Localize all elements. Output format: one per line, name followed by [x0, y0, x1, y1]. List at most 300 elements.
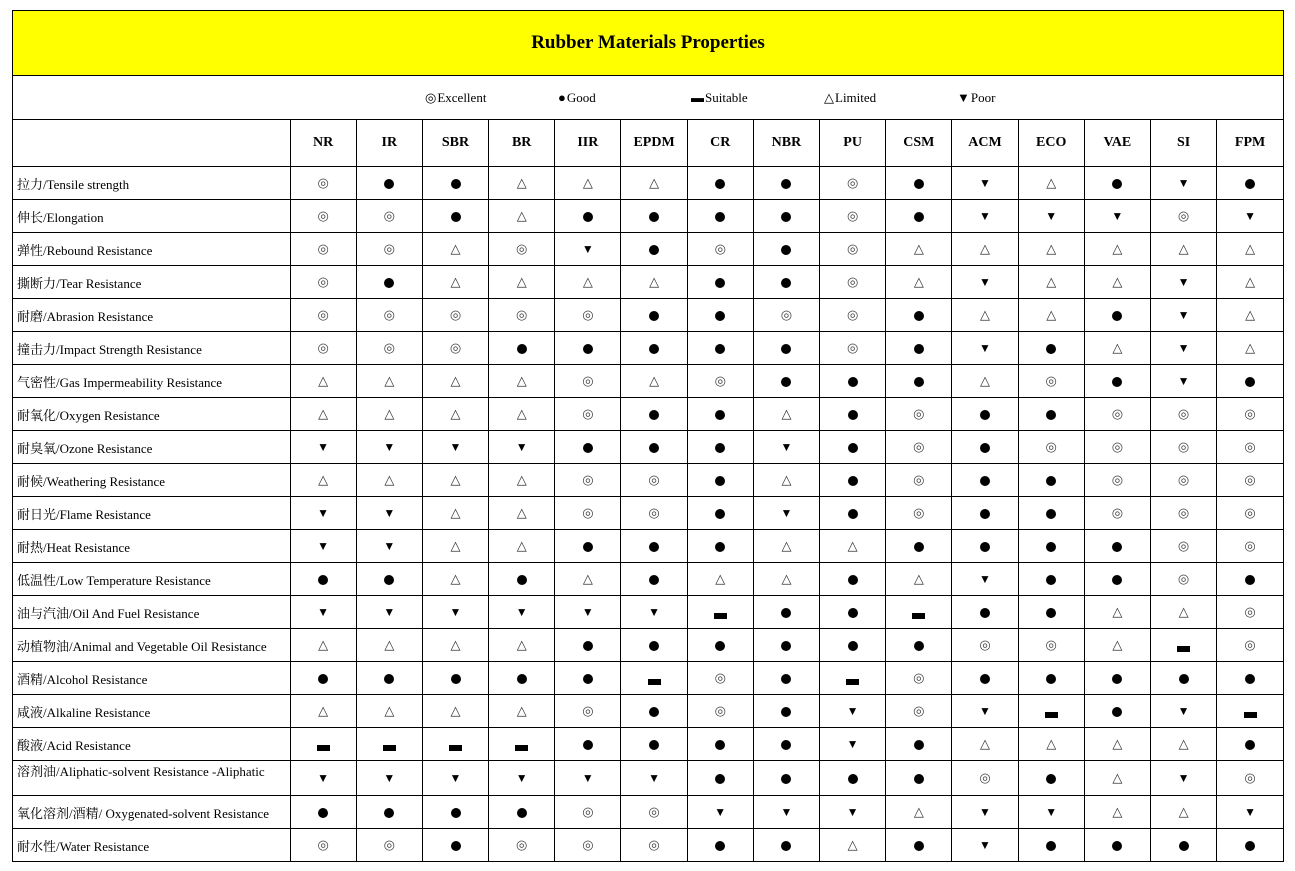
rating-cell — [886, 167, 952, 200]
rating-cell — [555, 796, 621, 829]
table-body — [13, 167, 1283, 862]
good-icon — [914, 311, 924, 321]
rating-cell — [489, 332, 555, 365]
rating-cell — [687, 796, 753, 829]
excellent-icon: ◎ — [1177, 406, 1190, 421]
rating-cell — [356, 332, 422, 365]
table-row — [13, 629, 1283, 662]
rating-cell — [1150, 299, 1216, 332]
rating-cell — [555, 365, 621, 398]
column-header-nr: NR — [290, 120, 356, 167]
rating-cell — [886, 796, 952, 829]
rating-cell — [356, 829, 422, 862]
rating-cell — [621, 431, 687, 464]
rating-cell — [820, 563, 886, 596]
limited-icon: △ — [1112, 241, 1123, 256]
excellent-icon: ◎ — [1177, 472, 1190, 487]
poor-icon: ▼ — [979, 805, 991, 819]
rating-cell — [1084, 233, 1150, 266]
rating-cell — [356, 728, 422, 761]
good-icon — [715, 476, 725, 486]
rating-cell — [687, 530, 753, 563]
limited-icon: △ — [1112, 770, 1123, 785]
rating-cell — [1084, 695, 1150, 728]
excellent-icon: ◎ — [582, 505, 594, 520]
rating-cell — [820, 398, 886, 431]
rating-cell — [621, 796, 687, 829]
rating-cell — [290, 829, 356, 862]
rating-cell — [1018, 464, 1084, 497]
limited-icon: △ — [980, 307, 990, 322]
poor-icon: ▼ — [648, 771, 660, 785]
limited-icon: △ — [384, 703, 395, 718]
good-icon — [914, 774, 924, 784]
poor-icon: ▼ — [317, 771, 330, 785]
rating-cell — [753, 332, 819, 365]
column-header-acm: ACM — [952, 120, 1018, 167]
limited-icon: △ — [781, 406, 792, 421]
excellent-icon: ◎ — [1244, 637, 1256, 652]
rating-cell — [952, 431, 1018, 464]
rating-cell — [1084, 497, 1150, 530]
rating-cell — [1217, 596, 1283, 629]
column-header-iir: IIR — [555, 120, 621, 167]
rating-cell — [555, 596, 621, 629]
good-icon — [914, 377, 924, 387]
poor-icon: ▼ — [1177, 176, 1190, 190]
table-row — [13, 829, 1283, 862]
limited-icon: △ — [450, 274, 461, 289]
property-label: 耐臭氧/Ozone Resistance — [13, 431, 290, 464]
rating-cell — [820, 728, 886, 761]
rating-cell — [1150, 796, 1216, 829]
excellent-icon: ◎ — [1244, 406, 1256, 421]
table-row — [13, 398, 1283, 431]
rating-cell — [422, 398, 488, 431]
column-header-eco: ECO — [1018, 120, 1084, 167]
rating-cell — [489, 497, 555, 530]
poor-icon: ▼ — [449, 440, 462, 454]
rating-cell — [356, 200, 422, 233]
poor-icon: ▼ — [1045, 805, 1058, 819]
good-icon — [517, 674, 527, 684]
legend-label: Poor — [970, 90, 996, 105]
limited-icon: △ — [1046, 175, 1057, 190]
good-icon — [583, 740, 593, 750]
rating-cell — [1217, 695, 1283, 728]
rating-cell — [687, 497, 753, 530]
limited-icon: △ — [516, 175, 527, 190]
good-icon — [715, 841, 725, 851]
good-icon — [1245, 179, 1255, 189]
rating-cell — [489, 761, 555, 796]
rating-cell — [820, 233, 886, 266]
legend — [13, 76, 1283, 120]
good-icon — [715, 443, 725, 453]
table-row — [13, 365, 1283, 398]
rating-cell — [290, 695, 356, 728]
good-icon — [980, 509, 990, 519]
rating-cell — [886, 662, 952, 695]
limited-icon: △ — [582, 571, 593, 586]
rating-cell — [290, 796, 356, 829]
limited-icon: △ — [1178, 604, 1189, 619]
rating-cell — [489, 596, 555, 629]
rating-cell — [422, 563, 488, 596]
poor-icon: ▼ — [449, 771, 462, 785]
property-label: 拉力/Tensile strength — [13, 167, 290, 200]
rating-cell — [952, 266, 1018, 299]
suitable-icon — [449, 745, 462, 751]
good-icon — [980, 476, 990, 486]
good-icon — [1245, 377, 1255, 387]
poor-icon: ▼ — [979, 572, 991, 586]
excellent-icon: ◎ — [1177, 538, 1190, 553]
good-icon — [583, 344, 593, 354]
legend-label: Suitable — [705, 90, 748, 105]
suitable-icon — [648, 679, 661, 685]
excellent-icon: ◎ — [1111, 439, 1124, 454]
rating-cell — [886, 629, 952, 662]
limited-icon: △ — [516, 538, 527, 553]
poor-icon: ▼ — [383, 440, 396, 454]
good-icon — [583, 443, 593, 453]
rating-cell — [886, 398, 952, 431]
limited-icon: △ — [847, 837, 858, 852]
limited-icon: △ — [1046, 736, 1057, 751]
rating-cell — [621, 167, 687, 200]
rating-cell — [1084, 266, 1150, 299]
rating-cell — [952, 761, 1018, 796]
good-icon — [715, 344, 725, 354]
rating-cell — [1084, 662, 1150, 695]
rating-cell — [489, 563, 555, 596]
good-icon — [980, 542, 990, 552]
rating-cell — [489, 629, 555, 662]
rating-cell — [356, 761, 422, 796]
rating-cell — [1084, 464, 1150, 497]
excellent-icon: ◎ — [1244, 472, 1256, 487]
rating-cell — [753, 728, 819, 761]
rating-cell — [290, 728, 356, 761]
rating-cell — [1018, 530, 1084, 563]
properties-table-frame — [12, 10, 1284, 862]
good-icon — [451, 179, 461, 189]
rating-cell — [820, 829, 886, 862]
rating-cell — [820, 695, 886, 728]
rating-cell — [886, 200, 952, 233]
rating-cell — [356, 398, 422, 431]
rating-cell — [1150, 761, 1216, 796]
rating-cell — [952, 695, 1018, 728]
rating-cell — [290, 200, 356, 233]
rating-cell — [422, 266, 488, 299]
rating-cell — [1217, 497, 1283, 530]
excellent-icon: ◎ — [1045, 439, 1057, 454]
rating-cell — [555, 530, 621, 563]
column-header-si: SI — [1150, 120, 1216, 167]
good-icon — [848, 443, 858, 453]
property-label: 耐磨/Abrasion Resistance — [13, 299, 290, 332]
rating-cell — [555, 629, 621, 662]
rating-cell — [753, 695, 819, 728]
poor-icon: ▼ — [1045, 209, 1058, 223]
rating-cell — [621, 530, 687, 563]
rating-cell — [1150, 596, 1216, 629]
rating-cell — [1217, 365, 1283, 398]
rating-cell — [820, 464, 886, 497]
excellent-icon: ◎ — [383, 340, 395, 355]
rating-cell — [1084, 761, 1150, 796]
good-icon — [1046, 674, 1056, 684]
excellent-icon: ◎ — [714, 670, 726, 685]
rating-cell — [1018, 728, 1084, 761]
rating-cell — [356, 695, 422, 728]
rating-cell — [290, 431, 356, 464]
rating-cell — [952, 365, 1018, 398]
rating-cell — [1217, 464, 1283, 497]
rating-cell — [886, 332, 952, 365]
excellent-icon: ◎ — [1177, 208, 1190, 223]
rating-cell — [687, 728, 753, 761]
rating-cell — [820, 332, 886, 365]
rating-cell — [555, 431, 621, 464]
rating-cell — [356, 266, 422, 299]
table-header — [13, 120, 1283, 167]
rating-cell — [687, 829, 753, 862]
good-icon — [715, 212, 725, 222]
excellent-icon: ◎ — [317, 241, 329, 256]
poor-icon: ▼ — [1177, 341, 1190, 355]
good-icon — [914, 641, 924, 651]
good-icon — [649, 212, 659, 222]
rating-cell — [1150, 233, 1216, 266]
limited-icon: △ — [1112, 736, 1123, 751]
poor-icon: ▼ — [581, 242, 594, 256]
rating-cell — [356, 629, 422, 662]
limited-icon: △ — [516, 637, 527, 652]
poor-icon: ▼ — [1244, 209, 1257, 223]
good-icon — [914, 344, 924, 354]
excellent-icon: ◎ — [846, 340, 859, 355]
rating-cell — [422, 431, 488, 464]
rating-cell — [1084, 365, 1150, 398]
rating-cell — [952, 233, 1018, 266]
limited-icon: △ — [450, 373, 461, 388]
rating-cell — [687, 332, 753, 365]
poor-icon: ▼ — [1177, 374, 1190, 388]
table-row — [13, 332, 1283, 365]
good-icon — [1112, 841, 1122, 851]
rating-cell — [952, 596, 1018, 629]
column-header-epdm: EPDM — [621, 120, 687, 167]
rating-cell — [422, 662, 488, 695]
limited-icon: △ — [1178, 241, 1189, 256]
table-row — [13, 299, 1283, 332]
rating-cell — [687, 464, 753, 497]
good-icon — [384, 179, 394, 189]
rating-cell — [1217, 299, 1283, 332]
rating-cell — [1150, 431, 1216, 464]
limited-icon: △ — [450, 571, 461, 586]
rating-cell — [952, 464, 1018, 497]
column-header-cr: CR — [687, 120, 753, 167]
limited-icon: △ — [1112, 637, 1123, 652]
good-icon — [1046, 841, 1056, 851]
suitable-icon — [317, 745, 330, 751]
rating-cell — [555, 398, 621, 431]
rating-cell — [952, 497, 1018, 530]
rating-cell — [753, 464, 819, 497]
rating-cell — [621, 398, 687, 431]
rating-cell — [555, 662, 621, 695]
property-label: 耐候/Weathering Resistance — [13, 464, 290, 497]
good-icon — [914, 212, 924, 222]
rating-cell — [1217, 563, 1283, 596]
rating-cell — [1018, 200, 1084, 233]
limited-icon: △ — [582, 274, 593, 289]
good-icon — [451, 212, 461, 222]
limited-icon: △ — [384, 472, 395, 487]
rating-cell — [753, 299, 819, 332]
good-icon — [384, 278, 394, 288]
rating-cell — [621, 233, 687, 266]
excellent-icon: ◎ — [582, 307, 594, 322]
good-icon — [781, 377, 791, 387]
rating-cell — [886, 596, 952, 629]
rating-cell — [1018, 563, 1084, 596]
excellent-icon: ◎ — [913, 406, 925, 421]
poor-icon: ▼ — [383, 539, 396, 553]
poor-icon: ▼ — [515, 605, 528, 619]
limited-icon: △ — [1046, 241, 1057, 256]
excellent-icon: ◎ — [516, 307, 528, 322]
good-icon — [1046, 608, 1056, 618]
good-icon — [318, 808, 328, 818]
limited-icon: △ — [516, 703, 527, 718]
table-row — [13, 530, 1283, 563]
limited-icon: △ — [516, 472, 527, 487]
rating-cell — [290, 563, 356, 596]
good-icon — [781, 774, 791, 784]
limited-icon: △ — [1112, 804, 1123, 819]
limited-icon: △ — [649, 175, 660, 190]
table-row — [13, 596, 1283, 629]
rating-cell — [356, 431, 422, 464]
limited-icon: △ — [318, 637, 329, 652]
rating-cell — [555, 728, 621, 761]
good-icon — [715, 179, 725, 189]
rating-cell — [952, 398, 1018, 431]
good-icon — [1245, 841, 1255, 851]
poor-icon: ▼ — [317, 539, 330, 553]
poor-icon: ▼ — [383, 506, 396, 520]
rating-cell — [290, 233, 356, 266]
limited-icon: △ — [1178, 804, 1189, 819]
rating-cell — [356, 167, 422, 200]
rating-cell — [422, 167, 488, 200]
limited-icon: △ — [1245, 307, 1256, 322]
property-label: 油与汽油/Oil And Fuel Resistance — [13, 596, 290, 629]
limited-icon: △ — [1245, 241, 1256, 256]
rating-cell — [356, 563, 422, 596]
excellent-icon: ◎ — [846, 241, 859, 256]
rating-cell — [1018, 695, 1084, 728]
limited-icon: △ — [1046, 307, 1057, 322]
limited-icon: △ — [318, 703, 329, 718]
good-icon — [914, 542, 924, 552]
rating-cell — [290, 629, 356, 662]
rating-cell — [1084, 563, 1150, 596]
poor-icon: ▼ — [317, 506, 330, 520]
column-header-vae: VAE — [1084, 120, 1150, 167]
rating-cell — [1150, 332, 1216, 365]
rating-cell — [489, 233, 555, 266]
rating-cell — [820, 761, 886, 796]
property-label: 氧化溶剂/酒精/ Oxygenated-solvent Resistance — [13, 796, 290, 829]
good-icon — [1112, 377, 1122, 387]
rating-cell — [687, 299, 753, 332]
table-row — [13, 695, 1283, 728]
limited-icon: △ — [1245, 274, 1256, 289]
excellent-icon: ◎ — [1244, 505, 1256, 520]
rating-cell — [753, 796, 819, 829]
rating-cell — [555, 761, 621, 796]
rating-cell — [753, 596, 819, 629]
rating-cell — [886, 233, 952, 266]
excellent-icon: ◎ — [582, 406, 594, 421]
rating-cell — [687, 200, 753, 233]
limited-icon: △ — [384, 373, 395, 388]
poor-icon: ▼ — [780, 805, 793, 819]
poor-icon: ▼ — [780, 440, 793, 454]
rating-cell — [1150, 200, 1216, 233]
rating-cell — [1217, 629, 1283, 662]
rating-cell — [621, 761, 687, 796]
excellent-icon: ◎ — [1244, 770, 1256, 785]
poor-icon: ▼ — [780, 506, 793, 520]
rating-cell — [1084, 299, 1150, 332]
excellent-icon: ◎ — [714, 241, 726, 256]
rating-cell — [621, 365, 687, 398]
rating-cell — [820, 662, 886, 695]
title-bar — [13, 11, 1283, 76]
limited-icon: △ — [649, 274, 660, 289]
table-row — [13, 167, 1283, 200]
poor-icon: ▼ — [979, 176, 991, 190]
suitable-icon — [515, 745, 528, 751]
good-icon — [914, 179, 924, 189]
rating-cell — [356, 464, 422, 497]
rating-cell — [555, 829, 621, 862]
excellent-icon: ◎ — [516, 241, 528, 256]
legend-item-limited — [824, 90, 876, 106]
rating-cell — [1018, 796, 1084, 829]
legend-item-poor — [957, 90, 995, 106]
limited-icon: △ — [980, 241, 990, 256]
excellent-icon: ◎ — [582, 837, 594, 852]
property-label: 酒精/Alcohol Resistance — [13, 662, 290, 695]
limited-icon: △ — [980, 373, 990, 388]
good-icon — [848, 774, 858, 784]
limited-icon: △ — [384, 637, 395, 652]
good-icon — [1046, 410, 1056, 420]
good-icon — [781, 344, 791, 354]
rating-cell — [952, 530, 1018, 563]
excellent-icon: ◎ — [1244, 604, 1256, 619]
rating-cell — [621, 563, 687, 596]
rating-cell — [1150, 728, 1216, 761]
